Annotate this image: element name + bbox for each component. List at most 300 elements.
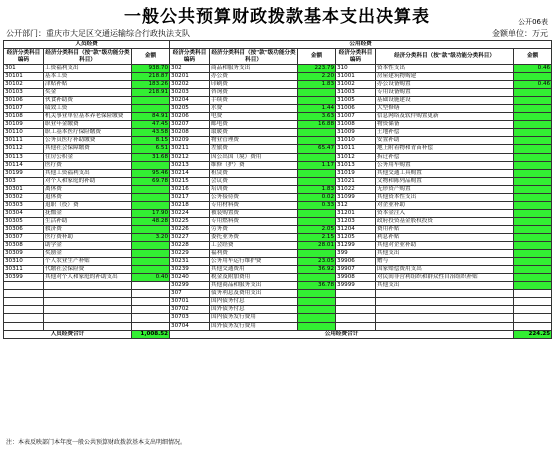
cell-name — [376, 290, 514, 298]
cell-code: 30103 — [4, 89, 44, 97]
cell-code: 30109 — [4, 121, 44, 129]
cell-amount — [514, 258, 552, 266]
cell-name: 维修（护）费 — [210, 161, 298, 169]
cell-code: 30399 — [4, 274, 44, 282]
cell-name: 助学金 — [44, 242, 132, 250]
cell-code: 30306 — [4, 225, 44, 233]
cell-name: 代缴社会保险费 — [44, 266, 132, 274]
cell-amount: 0.40 — [132, 274, 170, 282]
cell-code: 31002 — [336, 81, 376, 89]
cell-name: 国内债务付息 — [210, 298, 298, 306]
cell-amount — [132, 161, 170, 169]
col-header-code: 经济分类科目编码 — [4, 49, 44, 65]
cell-name: 伙食补助费 — [44, 97, 132, 105]
cell-code: 30206 — [170, 113, 210, 121]
cell-code: 30704 — [170, 322, 210, 330]
cell-name: 抚恤金 — [44, 209, 132, 217]
cell-amount — [514, 97, 552, 105]
cell-name: 其他对企业补助 — [376, 242, 514, 250]
cell-amount: 8.15 — [132, 137, 170, 145]
cell-amount — [298, 314, 336, 322]
table-row — [4, 258, 552, 266]
cell-amount — [514, 153, 552, 161]
cell-code: 31099 — [336, 193, 376, 201]
cell-amount: 69.78 — [132, 177, 170, 185]
cell-name — [376, 306, 514, 314]
table-row — [4, 266, 552, 274]
cell-code: 30208 — [170, 129, 210, 137]
cell-amount: 223.79 — [298, 65, 336, 73]
cell-amount: 43.58 — [132, 129, 170, 137]
cell-name: 其他交通工具购置 — [376, 169, 514, 177]
cell-code: 31010 — [336, 137, 376, 145]
cell-amount: 0.46 — [514, 65, 552, 73]
cell-code: 30309 — [4, 250, 44, 258]
cell-code: 30205 — [170, 105, 210, 113]
cell-amount — [298, 290, 336, 298]
cell-code: 30107 — [4, 105, 44, 113]
cell-amount: 218.91 — [132, 89, 170, 97]
cell-code: 30209 — [170, 137, 210, 145]
cell-code — [336, 322, 376, 330]
cell-code: 31013 — [336, 161, 376, 169]
cell-amount: 65.47 — [298, 145, 336, 153]
table-row — [4, 217, 552, 225]
cell-amount — [298, 250, 336, 258]
cell-code: 30214 — [170, 169, 210, 177]
col-header-code: 经济分类科目编码 — [170, 49, 210, 65]
cell-amount: 3.20 — [132, 233, 170, 241]
cell-name: 租赁费 — [210, 169, 298, 177]
cell-code: 30203 — [170, 89, 210, 97]
cell-code: 30218 — [170, 201, 210, 209]
cell-name: 基本工资 — [44, 73, 132, 81]
table-row — [4, 121, 552, 129]
cell-name: 赠与 — [376, 258, 514, 266]
cell-code: 30701 — [170, 298, 210, 306]
table-row — [4, 201, 552, 209]
cell-name: 其他工资福利支出 — [44, 169, 132, 177]
cell-code: 30229 — [170, 250, 210, 258]
cell-name: 资本金注入 — [376, 209, 514, 217]
cell-name — [44, 282, 132, 290]
cell-code: 30101 — [4, 73, 44, 81]
cell-name: 资本性支出 — [376, 65, 514, 73]
table-row — [4, 322, 552, 330]
cell-name: 委托业务费 — [210, 233, 298, 241]
cell-name: 职业年金缴费 — [44, 121, 132, 129]
cell-amount — [514, 105, 552, 113]
table-row — [4, 137, 552, 145]
table-row — [4, 89, 552, 97]
cell-amount — [298, 89, 336, 97]
cell-name: 福利费 — [210, 250, 298, 258]
cell-amount — [132, 306, 170, 314]
col-header-amount: 金额 — [298, 49, 336, 65]
cell-name: 劳务费 — [210, 225, 298, 233]
cell-code: 30228 — [170, 242, 210, 250]
cell-name: 其他支出 — [376, 250, 514, 258]
cell-name: 机关事业单位基本养老保险缴费 — [44, 113, 132, 121]
cell-amount — [298, 97, 336, 105]
table-row — [4, 225, 552, 233]
cell-amount: 6.51 — [132, 145, 170, 153]
cell-amount: 17.90 — [132, 209, 170, 217]
cell-code: 30226 — [170, 225, 210, 233]
cell-code: 30108 — [4, 113, 44, 121]
cell-code: 30212 — [170, 153, 210, 161]
cell-amount: 36.78 — [298, 282, 336, 290]
cell-code: 31204 — [336, 225, 376, 233]
cell-amount: 0.46 — [514, 81, 552, 89]
cell-amount: 3.63 — [298, 113, 336, 121]
cell-name: 生活补助 — [44, 217, 132, 225]
cell-code: 30102 — [4, 81, 44, 89]
cell-name: 办公设备购置 — [376, 81, 514, 89]
cell-code: 30310 — [4, 258, 44, 266]
cell-code — [4, 290, 44, 298]
table-row — [4, 306, 552, 314]
public-total-label: 公用经费合计 — [170, 330, 514, 338]
cell-code: 30307 — [4, 233, 44, 241]
cell-name: 债务利息及费用支出 — [210, 290, 298, 298]
cell-amount — [514, 225, 552, 233]
cell-amount — [298, 306, 336, 314]
cell-amount: 938.70 — [132, 65, 170, 73]
cell-code: 30239 — [170, 266, 210, 274]
cell-amount — [298, 177, 336, 185]
cell-name: 公务接待费 — [210, 193, 298, 201]
cell-name: 公务用车购置 — [376, 161, 514, 169]
cell-code — [336, 306, 376, 314]
personnel-total-value: 1,008.52 — [132, 330, 170, 338]
cell-name: 大型修缮 — [376, 105, 514, 113]
cell-amount — [514, 169, 552, 177]
cell-amount: 36.92 — [298, 266, 336, 274]
cell-amount — [298, 322, 336, 330]
cell-amount — [298, 217, 336, 225]
cell-name: 退职（役）费 — [44, 201, 132, 209]
cell-amount — [514, 290, 552, 298]
cell-name: 印刷费 — [210, 81, 298, 89]
table-row — [4, 113, 552, 121]
cell-amount — [514, 121, 552, 129]
cell-amount — [132, 242, 170, 250]
cell-name: 因公出国（境）费用 — [210, 153, 298, 161]
cell-amount — [298, 129, 336, 137]
cell-code: 31012 — [336, 153, 376, 161]
cell-name: 专用燃料费 — [210, 217, 298, 225]
cell-code — [4, 282, 44, 290]
cell-code: 30207 — [170, 121, 210, 129]
cell-code — [4, 322, 44, 330]
cell-amount — [132, 266, 170, 274]
cell-amount: 16.88 — [298, 121, 336, 129]
cell-code: 31022 — [336, 185, 376, 193]
cell-name: 政府投资基金股权投资 — [376, 217, 514, 225]
cell-amount — [298, 209, 336, 217]
cell-code: 30110 — [4, 129, 44, 137]
cell-code: 31011 — [336, 145, 376, 153]
cell-amount: 1.83 — [298, 81, 336, 89]
cell-code: 30304 — [4, 209, 44, 217]
cell-amount: 23.05 — [298, 258, 336, 266]
cell-code: 30215 — [170, 177, 210, 185]
group-header-personnel: 人员经费 — [4, 41, 170, 49]
unit-label: 金额单位：万元 — [492, 29, 548, 38]
cell-amount — [132, 185, 170, 193]
footnote: 注：本表反映部门本年度一般公共预算财政拨款基本支出明细情况。 — [6, 439, 187, 446]
cell-code: 31019 — [336, 169, 376, 177]
cell-amount — [132, 105, 170, 113]
cell-name: 工会经费 — [210, 242, 298, 250]
cell-name — [44, 322, 132, 330]
cell-name: 培训费 — [210, 185, 298, 193]
cell-code: 30213 — [170, 161, 210, 169]
cell-amount — [514, 282, 552, 290]
cell-amount — [132, 193, 170, 201]
form-number: 公开06表 — [518, 18, 548, 26]
table-row — [4, 250, 552, 258]
cell-name: 专用设备购置 — [376, 89, 514, 97]
table-row — [4, 105, 552, 113]
cell-name: 被装购置费 — [210, 209, 298, 217]
col-header-amount: 金额 — [514, 49, 552, 65]
cell-name: 利息补贴 — [376, 233, 514, 241]
cell-name: 津贴补贴 — [44, 81, 132, 89]
cell-code: 30224 — [170, 209, 210, 217]
cell-code: 30240 — [170, 274, 210, 282]
cell-name: 救济费 — [44, 225, 132, 233]
cell-code: 30202 — [170, 81, 210, 89]
cell-amount: 218.87 — [132, 73, 170, 81]
cell-name: 咨询费 — [210, 89, 298, 97]
cell-name: 离休费 — [44, 185, 132, 193]
table-row — [4, 65, 552, 73]
cell-name: 电费 — [210, 113, 298, 121]
cell-code: 30106 — [4, 97, 44, 105]
cell-code — [336, 290, 376, 298]
cell-name: 医疗费 — [44, 161, 132, 169]
cell-amount — [514, 177, 552, 185]
cell-code: 30217 — [170, 193, 210, 201]
cell-code: 31001 — [336, 73, 376, 81]
cell-amount — [514, 266, 552, 274]
cell-code: 31009 — [336, 129, 376, 137]
cell-name: 物业管理费 — [210, 137, 298, 145]
cell-code: 301 — [4, 65, 44, 73]
cell-amount — [132, 225, 170, 233]
cell-code: 39908 — [336, 274, 376, 282]
cell-name: 工资福利支出 — [44, 65, 132, 73]
cell-name: 国内债务发行费用 — [210, 314, 298, 322]
cell-amount — [514, 298, 552, 306]
cell-name: 基础设施建设 — [376, 97, 514, 105]
table-row — [4, 298, 552, 306]
cell-name: 邮电费 — [210, 121, 298, 129]
cell-code: 31021 — [336, 177, 376, 185]
table-row — [4, 81, 552, 89]
cell-name: 个人农业生产补贴 — [44, 258, 132, 266]
cell-name: 手续费 — [210, 97, 298, 105]
cell-amount — [514, 193, 552, 201]
cell-name: 信息网络及软件购置更新 — [376, 113, 514, 121]
cell-amount — [514, 233, 552, 241]
cell-code: 30201 — [170, 73, 210, 81]
cell-name: 房屋建筑物购建 — [376, 73, 514, 81]
cell-name: 其他社会保障缴费 — [44, 145, 132, 153]
col-header-code: 经济分类科目编码 — [336, 49, 376, 65]
cell-code: 30311 — [4, 266, 44, 274]
table-row — [4, 290, 552, 298]
cell-name — [376, 322, 514, 330]
cell-amount — [514, 161, 552, 169]
cell-name: 其他支出 — [376, 282, 514, 290]
cell-name: 文物和陈列品购置 — [376, 177, 514, 185]
table-row — [4, 153, 552, 161]
cell-name: 退休费 — [44, 193, 132, 201]
cell-amount — [132, 314, 170, 322]
cell-name: 其他对个人和家庭的补助支出 — [44, 274, 132, 282]
cell-code: 31006 — [336, 105, 376, 113]
cell-name: 费用补贴 — [376, 225, 514, 233]
cell-code — [4, 306, 44, 314]
cell-code: 31205 — [336, 233, 376, 241]
cell-code: 31008 — [336, 121, 376, 129]
cell-code: 30199 — [4, 169, 44, 177]
cell-name: 绩效工资 — [44, 105, 132, 113]
cell-amount — [132, 97, 170, 105]
department-label: 公开部门：重庆市大足区交通运输综合行政执法支队 — [6, 29, 190, 38]
cell-amount — [298, 298, 336, 306]
cell-name: 奖金 — [44, 89, 132, 97]
cell-name: 拆迁补偿 — [376, 153, 514, 161]
table-row — [4, 282, 552, 290]
cell-name: 无形资产购置 — [376, 185, 514, 193]
cell-amount — [298, 137, 336, 145]
cell-code: 31203 — [336, 217, 376, 225]
table-row — [4, 177, 552, 185]
cell-name: 专用材料费 — [210, 201, 298, 209]
cell-code: 31005 — [336, 97, 376, 105]
cell-name: 职工基本医疗保险缴费 — [44, 129, 132, 137]
cell-code — [336, 298, 376, 306]
cell-amount: 2.20 — [298, 73, 336, 81]
cell-code — [336, 314, 376, 322]
cell-amount — [514, 306, 552, 314]
cell-amount: 2.05 — [298, 225, 336, 233]
cell-code: 39906 — [336, 258, 376, 266]
cell-name — [376, 314, 514, 322]
cell-code: 303 — [4, 177, 44, 185]
col-header-amount: 金额 — [132, 49, 170, 65]
cell-amount — [514, 314, 552, 322]
cell-code: 30111 — [4, 137, 44, 145]
cell-name: 物资储备 — [376, 121, 514, 129]
cell-name: 对企业补助 — [376, 201, 514, 209]
cell-code: 399 — [336, 250, 376, 258]
cell-amount: 1.83 — [298, 185, 336, 193]
table-row — [4, 185, 552, 193]
cell-amount — [298, 153, 336, 161]
cell-code: 30204 — [170, 97, 210, 105]
cell-amount — [132, 298, 170, 306]
cell-amount — [132, 258, 170, 266]
cell-name: 对个人和家庭的补助 — [44, 177, 132, 185]
cell-amount — [514, 250, 552, 258]
cell-amount — [514, 113, 552, 121]
cell-code: 30703 — [170, 314, 210, 322]
cell-amount — [132, 322, 170, 330]
cell-name — [44, 314, 132, 322]
group-header-public: 公用经费 — [170, 41, 552, 49]
cell-amount — [514, 209, 552, 217]
page-title: 一般公共预算财政拨款基本支出决算表 — [124, 7, 430, 27]
cell-code: 31003 — [336, 89, 376, 97]
cell-name: 其他商品和服务支出 — [210, 282, 298, 290]
cell-name: 公务用车运行维护费 — [210, 258, 298, 266]
cell-name: 地上附着物和青苗补偿 — [376, 145, 514, 153]
cell-amount: 31.68 — [132, 153, 170, 161]
cell-code — [4, 298, 44, 306]
table-row — [4, 145, 552, 153]
table-row — [4, 193, 552, 201]
cell-name: 对民间非营利组织和群众性自治组织补贴 — [376, 274, 514, 282]
cell-amount — [514, 274, 552, 282]
cell-code: 310 — [336, 65, 376, 73]
cell-amount — [514, 185, 552, 193]
cell-code: 30216 — [170, 185, 210, 193]
cell-name: 水费 — [210, 105, 298, 113]
cell-name: 国外债务付息 — [210, 306, 298, 314]
cell-code: 30302 — [4, 193, 44, 201]
cell-amount — [132, 282, 170, 290]
cell-name: 国外债务发行费用 — [210, 322, 298, 330]
personnel-total-label: 人员经费合计 — [4, 330, 132, 338]
cell-amount: 0.02 — [298, 193, 336, 201]
cell-name: 其他资本性支出 — [376, 193, 514, 201]
cell-name: 会议费 — [210, 177, 298, 185]
table-row — [4, 233, 552, 241]
table-row — [4, 314, 552, 322]
cell-code: 307 — [170, 290, 210, 298]
public-total-value: 224.25 — [514, 330, 552, 338]
cell-code: 30112 — [4, 145, 44, 153]
cell-name: 住房公积金 — [44, 153, 132, 161]
cell-name — [44, 306, 132, 314]
cell-name: 商品和服务支出 — [210, 65, 298, 73]
cell-code: 30231 — [170, 258, 210, 266]
cell-amount — [514, 201, 552, 209]
cell-code: 30225 — [170, 217, 210, 225]
cell-amount: 183.26 — [132, 81, 170, 89]
table-row — [4, 242, 552, 250]
cell-amount: 1.17 — [298, 161, 336, 169]
cell-amount — [514, 145, 552, 153]
cell-code: 30227 — [170, 233, 210, 241]
cell-code: 31201 — [336, 209, 376, 217]
cell-amount: 0.33 — [298, 201, 336, 209]
cell-code: 30299 — [170, 282, 210, 290]
cell-name: 安置补助 — [376, 137, 514, 145]
cell-amount: 1.44 — [298, 105, 336, 113]
cell-amount — [298, 169, 336, 177]
cell-name: 差旅费 — [210, 145, 298, 153]
cell-name: 取暖费 — [210, 129, 298, 137]
cell-amount — [514, 322, 552, 330]
cell-code: 30114 — [4, 161, 44, 169]
cell-code: 30702 — [170, 306, 210, 314]
